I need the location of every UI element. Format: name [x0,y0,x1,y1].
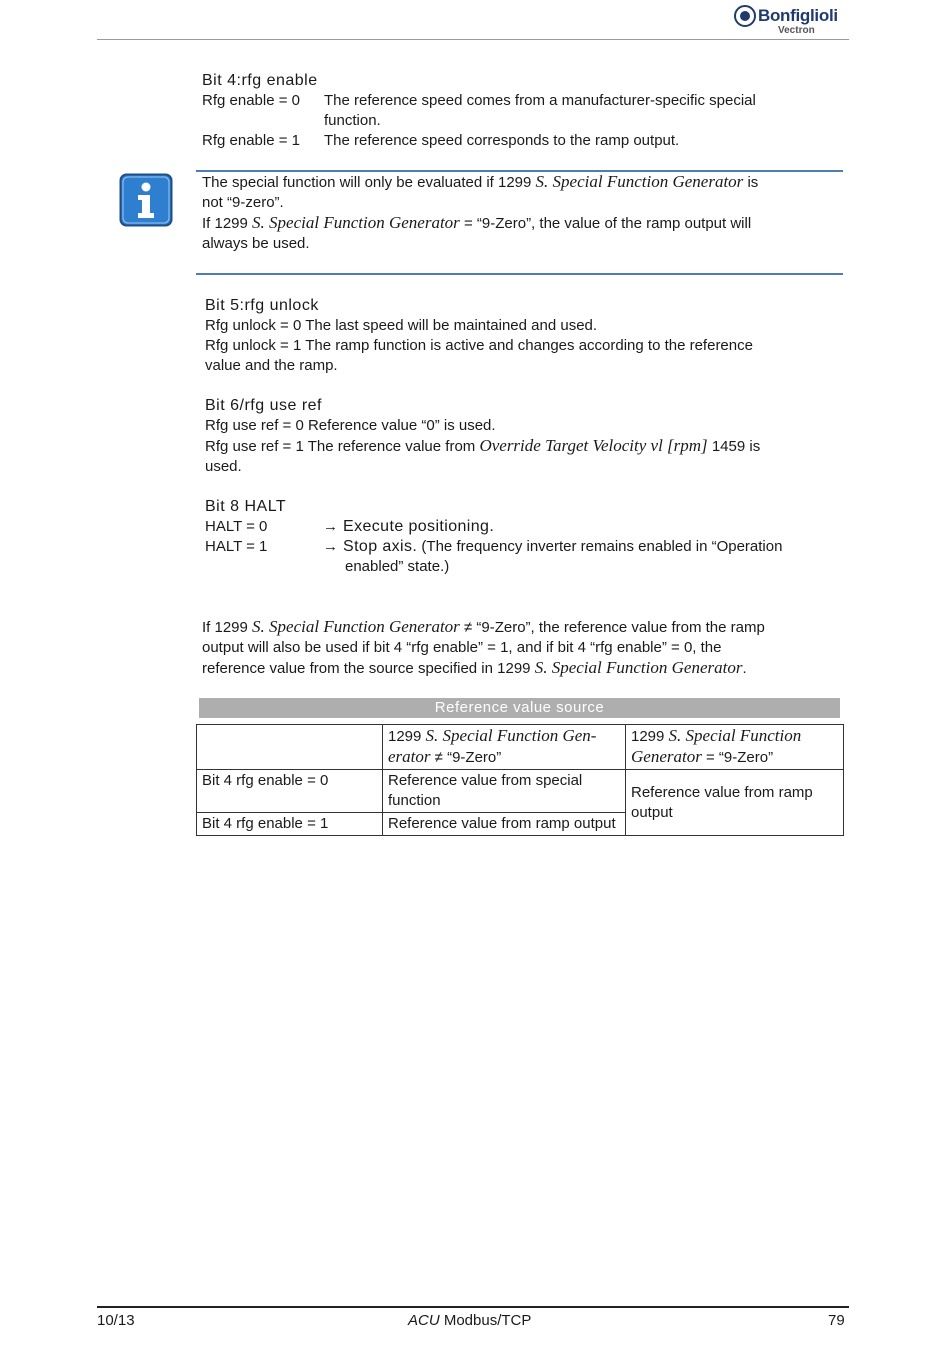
footer-divider [97,1306,849,1308]
info-box-bottom-rule [196,273,843,275]
bit6-heading: Bit 6/rfg use ref [205,397,322,414]
bit6-line-2: Rfg use ref = 1 The reference value from Override Target Velocity vl [rpm] 1459 is [205,436,761,455]
bit4-row1-label: Rfg enable = 1 [202,132,300,149]
table-title: Reference value source [199,698,840,718]
row1-source: Reference value from special function [383,770,626,813]
table-row [197,770,844,813]
bit8-row1-text: Stop axis. (The frequency inverter remains enabled in “Operation [343,538,783,555]
bit4-row0-text-cont: function. [324,112,381,129]
header-cell-empty [197,725,383,770]
bit8-row0-text: Execute positioning. [343,518,495,535]
bit8-row1-arrow-icon: → [323,538,338,555]
merged-ramp-cell: Reference value from ramp output [626,770,844,836]
info-line-1: The special function will only be evaluated if 1299 S. Special Function Generator is [202,172,759,191]
bit5-line-2: Rfg unlock = 1 The ramp function is active and changes according to the reference [205,337,753,354]
row2-source: Reference value from ramp output [383,813,626,836]
bit6-line-3: used. [205,458,242,475]
footer-date: 10/13 [97,1312,135,1329]
company-logo [734,4,850,38]
header-cell-zero: 1299 S. Special Function Generator = “9-Zero” [626,725,844,770]
logo-mark-icon [734,5,756,27]
header-divider [97,39,849,40]
bit4-row1-text: The reference speed corresponds to the ramp output. [324,132,680,149]
para-line-1: If 1299 S. Special Function Generator ≠ “9-Zero”, the reference value from the ramp [202,617,765,636]
para-line-2: output will also be used if bit 4 “rfg enable” = 1, and if bit 4 “rfg enable” = 0, the [202,639,722,656]
bit4-heading: Bit 4:rfg enable [202,72,318,89]
bit8-row1-text-cont: enabled” state.) [345,558,450,575]
row2-label: Bit 4 rfg enable = 1 [197,813,383,836]
para-line-3: reference value from the source specified in 1299 S. Special Function Generator. [202,658,747,677]
row1-label: Bit 4 rfg enable = 0 [197,770,383,813]
info-icon [119,173,173,227]
bit8-row0-arrow-icon: → [323,518,338,535]
header-cell-not-zero: 1299 S. Special Function Gen- erator ≠ “9-Zero” [383,725,626,770]
logo-name: Bonfiglioli [758,6,838,25]
table-header-row [197,725,844,770]
info-line-3: If 1299 S. Special Function Generator = “9-Zero”, the value of the ramp output will [202,213,752,232]
bit4-row0-text: The reference speed comes from a manufacturer-specific special [324,92,756,109]
bit5-heading: Bit 5:rfg unlock [205,297,319,314]
info-line-4: always be used. [202,235,310,252]
bit8-row0-label: HALT = 0 [205,518,268,535]
logo-subtitle: Vectron [778,25,815,36]
footer-page-number: 79 [828,1312,845,1329]
reference-source-table [196,724,844,836]
bit5-line-3: value and the ramp. [205,357,338,374]
bit6-line-1: Rfg use ref = 0 Reference value “0” is used. [205,417,496,434]
bit4-row0-label: Rfg enable = 0 [202,92,300,109]
bit8-heading: Bit 8 HALT [205,498,287,515]
bit5-line-1: Rfg unlock = 0 The last speed will be maintained and used. [205,317,598,334]
footer-doc-title: ACU Modbus/TCP [408,1312,532,1329]
bit8-row1-label: HALT = 1 [205,538,268,555]
info-line-2: not “9-zero”. [202,194,284,211]
